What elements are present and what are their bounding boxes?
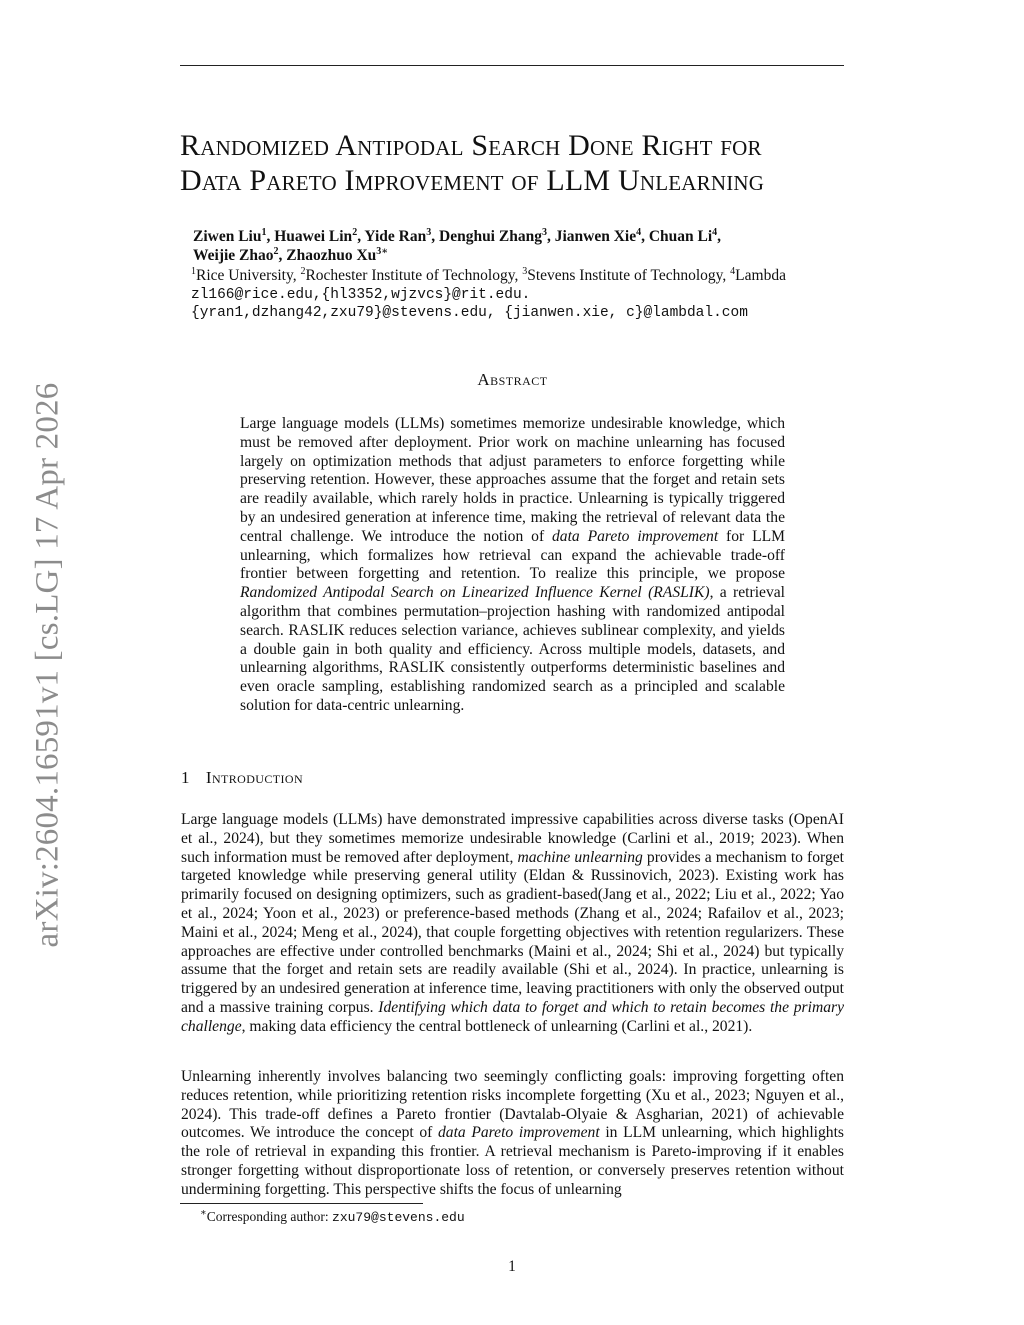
intro-paragraph-2: Unlearning inherently involves balancing two seemingly conflicting goals: improving forgetting often reduces retention, while prioritizing retention risks incomplete forgetting (Xu et al., 2023; Nguyen et al., 2024). This trade-off defines a Pareto frontier (Davtalab-Olyaie & Asgharian, 2021) of achievable outcomes. We introduce the concept of data Pareto improvement in LLM unlearning, which highlights the role of retrieval in expanding this frontier. A retrieval mechanism is Pareto-improving if it enables stronger forgetting without disproportionate loss of retention, or conversely preserves retention without undermining forgetting. This perspective shifts the focus of unlearning — [181, 1068, 844, 1198]
header-rule — [180, 65, 844, 66]
author: Weijie Zhao$^2$ — [193, 245, 279, 264]
affiliations: $^1$Rice University, $^2$Rochester Institute of Technology, $^3$Stevens Institute of Technology, $^4$Lambda — [191, 265, 786, 284]
paper-title — [180, 128, 860, 198]
author: Jianwen Xie$^4$ — [554, 226, 642, 245]
title-line-2: Data Pareto Improvement of LLM Unlearning — [180, 164, 765, 197]
title-line-1: Randomized Antipodal Search Done Right for — [180, 129, 762, 162]
author: Ziwen Liu$^1$ — [193, 226, 267, 245]
author-list: Ziwen Liu$^1$, Huawei Lin$^2$, Yide Ran$^3$, Denghui Zhang$^3$, Jianwen Xie$^4$, Chuan Li$^4$, Weijie Zhao$^2$, Zhaozhuo $Xu^{3∗}$ — [193, 226, 722, 264]
section-heading-introduction: 1 Introduction — [181, 768, 304, 787]
author: Huawei Lin$^2$ — [274, 226, 358, 245]
footnote-rule — [180, 1203, 423, 1204]
author: Denghui Zhang$^3$ — [439, 226, 547, 245]
email-line-1[interactable]: zl166@rice.edu,{hl3352,wjzvcs}@rit.edu. — [191, 287, 531, 303]
abstract-body: Large language models (LLMs) sometimes memorize undesirable knowledge, which must be removed after deployment. Prior work on machine unlearning has focused largely on optimization methods that adjust parameters to enforce forgetting while preserving retention. However, these approaches assume that the forget and retain sets are readily available, which rarely holds in practice. Unlearning is typically triggered by an undesired generation at inference time, making the retrieval of relevant data the central challenge. We introduce the notion of data Pareto improvement for LLM unlearning, which formalizes how retrieval can expand the achievable trade-off frontier between forgetting and retention. To realize this principle, we propose Randomized Antipodal Search on Linearized Influence Kernel (RASLIK), a retrieval algorithm that combines permutation–projection hashing with randomized antipodal search. RASLIK reduces selection variance, achieves sublinear complexity, and yields a double gain in both quality and efficiency. Across multiple models, datasets, and unlearning algorithms, RASLIK consistently outperforms deterministic baselines and even oracle sampling, establishing randomized search as a principled and scalable solution for data-centric unlearning. — [240, 415, 785, 714]
abstract-heading: Abstract — [477, 370, 548, 389]
footnote: ∗Corresponding author: zxu79@stevens.edu — [200, 1207, 465, 1225]
author: Zhaozhuo $Xu^{3∗}$ — [286, 245, 389, 264]
footnote-email[interactable]: zxu79@stevens.edu — [332, 1210, 465, 1225]
author: Chuan Li$^4$ — [648, 226, 718, 245]
email-line-2[interactable]: {yran1,dzhang42,zxu79}@stevens.edu, {jianwen.xie, c}@lambdal.com — [191, 305, 748, 321]
intro-paragraph-1: Large language models (LLMs) have demonstrated impressive capabilities across diverse tasks (OpenAI et al., 2024), but they sometimes memorize undesirable knowledge (Carlini et al., 2019; 2023). When such information must be removed after deployment, machine unlearning provides a mechanism to forget targeted knowledge while preserving general utility (Eldan & Russinovich, 2023). Existing work has primarily focused on designing optimizers, such as gradient-based(Jang et al., 2022; Liu et al., 2022; Yao et al., 2024; Yoon et al., 2023) or preference-based methods (Zhang et al., 2024; Rafailov et al., 2023; Maini et al., 2024; Meng et al., 2024), that couple forgetting objectives with retention regularizers. These approaches are effective under controlled benchmarks (Maini et al., 2024; Shi et al., 2024) but typically assume that the forget and retain sets are readily available (Shi et al., 2024). In practice, unlearning is triggered by an undesired generation at inference time, leaving practitioners with only the observed output and a massive training corpus. Identifying which data to forget and which to retain becomes the primary challenge, making data efficiency the central bottleneck of unlearning (Carlini et al., 2021). — [181, 811, 844, 1035]
page-number: 1 — [508, 1258, 516, 1275]
arxiv-stamp-text[interactable]: arXiv:2604.16591v1 [cs.LG] 17 Apr 2026 — [29, 382, 66, 948]
author: Yide Ran$^3$ — [364, 226, 432, 245]
